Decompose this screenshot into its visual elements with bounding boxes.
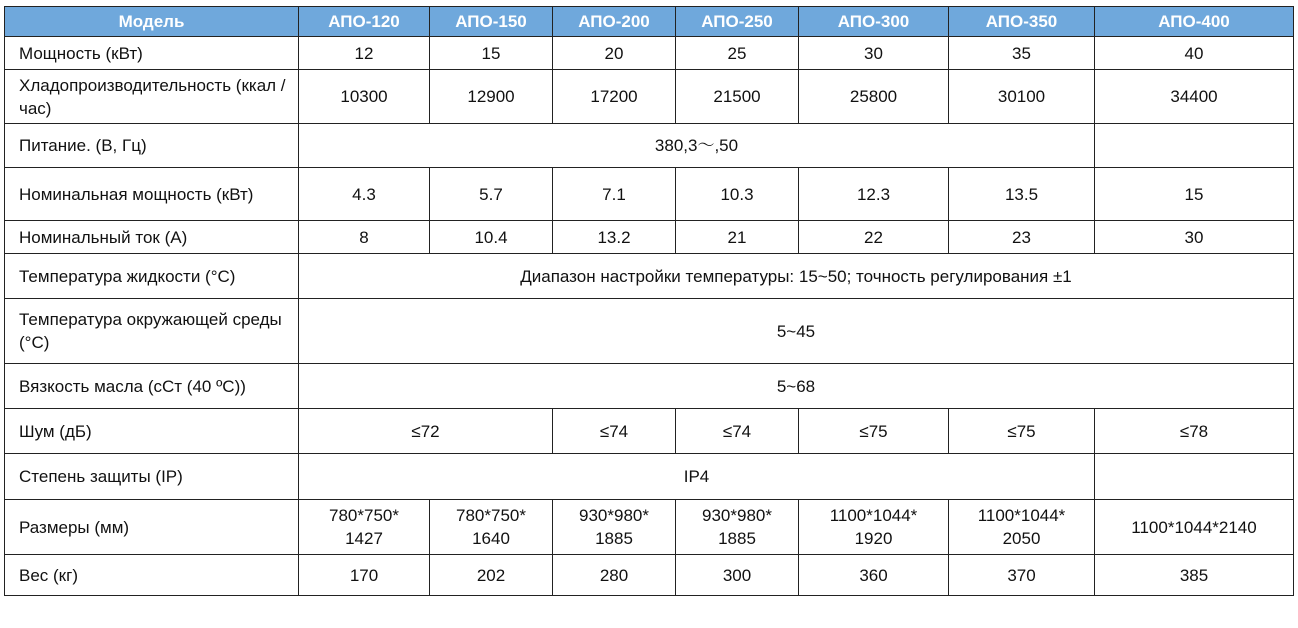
table-row-fluid-temp [5, 254, 1294, 299]
table-cell: 12900 [430, 70, 553, 124]
header-apo-350: АПО-350 [949, 7, 1095, 37]
table-cell: ≤75 [799, 409, 949, 454]
header-apo-120: АПО-120 [299, 7, 430, 37]
table-cell-merged: IP4 [299, 454, 1095, 500]
table-cell: 17200 [553, 70, 676, 124]
table-row-nominal-current [5, 221, 1294, 254]
table-cell-merged: 5~68 [299, 364, 1294, 409]
table-cell: 8 [299, 221, 430, 254]
table-cell: 13.5 [949, 168, 1095, 221]
table-cell: 25800 [799, 70, 949, 124]
table-row-noise [5, 409, 1294, 454]
header-apo-300: АПО-300 [799, 7, 949, 37]
table-cell: ≤78 [1095, 409, 1294, 454]
row-label: Мощность (кВт) [5, 37, 299, 70]
table-cell: 20 [553, 37, 676, 70]
table-cell: 385 [1095, 555, 1294, 596]
table-cell: 300 [676, 555, 799, 596]
table-cell-merged: 380,3～,50 [299, 124, 1095, 168]
table-cell: 10.4 [430, 221, 553, 254]
table-row-ambient-temp [5, 299, 1294, 364]
header-apo-150: АПО-150 [430, 7, 553, 37]
table-cell: 10.3 [676, 168, 799, 221]
table-cell: 15 [430, 37, 553, 70]
table-cell: 13.2 [553, 221, 676, 254]
table-cell: 202 [430, 555, 553, 596]
table-cell: ≤75 [949, 409, 1095, 454]
table-cell: 1100*1044* 1920 [799, 500, 949, 555]
table-cell: 40 [1095, 37, 1294, 70]
table-row-viscosity [5, 364, 1294, 409]
table-row-supply [5, 124, 1294, 168]
row-label: Хладопроизводительность (ккал /час) [5, 70, 299, 124]
row-label: Температура окружающей среды (°C) [5, 299, 299, 364]
table-cell: ≤74 [553, 409, 676, 454]
row-label: Вязкость масла (сСт (40 ºC)) [5, 364, 299, 409]
table-cell: 780*750* 1427 [299, 500, 430, 555]
table-cell: 370 [949, 555, 1095, 596]
header-apo-400: АПО-400 [1095, 7, 1294, 37]
table-cell-merged: 5~45 [299, 299, 1294, 364]
header-row [5, 7, 1294, 37]
table-cell: 170 [299, 555, 430, 596]
specifications-table [4, 6, 1294, 596]
header-apo-250: АПО-250 [676, 7, 799, 37]
row-label: Вес (кг) [5, 555, 299, 596]
table-row-dimensions [5, 500, 1294, 555]
table-cell: 1100*1044*2140 [1095, 500, 1294, 555]
row-label: Шум (дБ) [5, 409, 299, 454]
table-cell: 15 [1095, 168, 1294, 221]
table-cell: 780*750* 1640 [430, 500, 553, 555]
row-label: Номинальная мощность (кВт) [5, 168, 299, 221]
table-row-power [5, 37, 1294, 70]
table-cell: 21500 [676, 70, 799, 124]
table-cell: 35 [949, 37, 1095, 70]
table-cell: 360 [799, 555, 949, 596]
table-cell: 280 [553, 555, 676, 596]
table-cell: 30 [1095, 221, 1294, 254]
table-row-cooling [5, 70, 1294, 124]
header-model: Модель [5, 7, 299, 37]
table-cell-empty [1095, 124, 1294, 168]
table-cell: ≤74 [676, 409, 799, 454]
header-apo-200: АПО-200 [553, 7, 676, 37]
table-cell: 12.3 [799, 168, 949, 221]
table-cell: 1100*1044* 2050 [949, 500, 1095, 555]
row-label: Температура жидкости (°C) [5, 254, 299, 299]
table-cell: 30 [799, 37, 949, 70]
table-cell: 930*980* 1885 [676, 500, 799, 555]
table-row-weight [5, 555, 1294, 596]
table-cell: 23 [949, 221, 1095, 254]
table-cell: 34400 [1095, 70, 1294, 124]
row-label: Размеры (мм) [5, 500, 299, 555]
table-cell: 30100 [949, 70, 1095, 124]
row-label: Степень защиты (IP) [5, 454, 299, 500]
table-cell-empty [1095, 454, 1294, 500]
table-cell: 930*980* 1885 [553, 500, 676, 555]
table-cell: 12 [299, 37, 430, 70]
table-cell-merged: ≤72 [299, 409, 553, 454]
table-cell-merged: Диапазон настройки температуры: 15~50; точность регулирования ±1 [299, 254, 1294, 299]
table-row-protection [5, 454, 1294, 500]
table-cell: 22 [799, 221, 949, 254]
table-cell: 5.7 [430, 168, 553, 221]
table-cell: 25 [676, 37, 799, 70]
row-label: Питание. (В, Гц) [5, 124, 299, 168]
table-cell: 21 [676, 221, 799, 254]
table-row-nominal-power [5, 168, 1294, 221]
row-label: Номинальный ток (А) [5, 221, 299, 254]
table-cell: 10300 [299, 70, 430, 124]
table-cell: 4.3 [299, 168, 430, 221]
table-cell: 7.1 [553, 168, 676, 221]
